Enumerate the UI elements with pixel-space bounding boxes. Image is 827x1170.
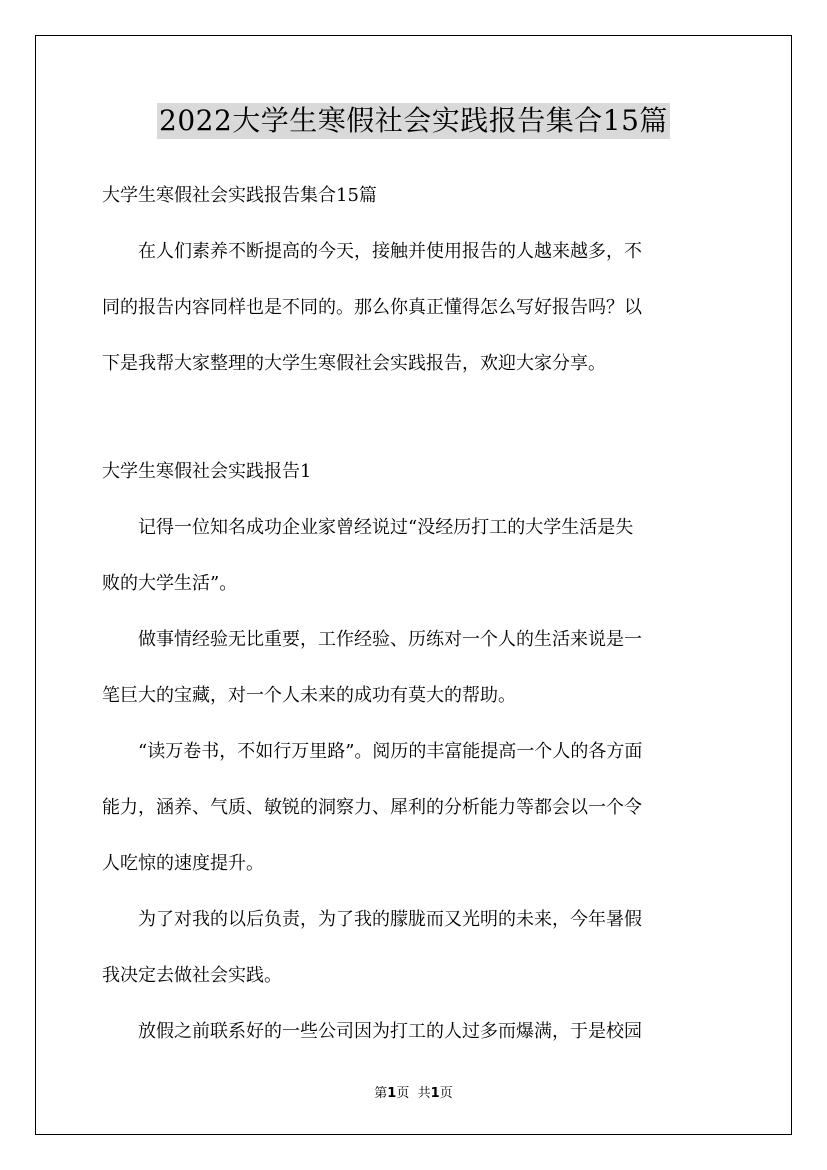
- paragraph-line: 笔巨大的宝藏，对一个人未来的成功有莫大的帮助。: [102, 685, 516, 706]
- total-prefix: 共: [417, 1086, 431, 1101]
- intro-line: 在人们素养不断提高的今天，接触并使用报告的人越来越多，不: [138, 241, 642, 262]
- document-body: [102, 178, 726, 1070]
- paragraph-line: 为了对我的以后负责，为了我的朦胧而又光明的未来，今年暑假: [138, 909, 642, 930]
- paragraph-line: 我决定去做社会实践。: [102, 965, 282, 986]
- blank-line: [102, 402, 726, 454]
- intro-line: 同的报告内容同样也是不同的。那么你真正懂得怎么写好报告吗？以: [102, 297, 642, 318]
- intro-line: 下是我帮大家整理的大学生寒假社会实践报告，欢迎大家分享。: [102, 353, 606, 374]
- page-prefix: 第: [374, 1086, 388, 1101]
- page-footer: [0, 1082, 827, 1101]
- paragraph-line: 放假之前联系好的一些公司因为打工的人过多而爆满，于是校园: [138, 1021, 642, 1042]
- paragraph-line: 做事情经验无比重要，工作经验、历练对一个人的生活来说是一: [138, 629, 642, 650]
- section-heading: 大学生寒假社会实践报告1: [102, 461, 312, 482]
- document-title: 2022大学生寒假社会实践报告集合15篇: [159, 104, 668, 137]
- page-number: 1: [387, 1086, 397, 1101]
- title-wrap: [0, 103, 827, 139]
- paragraph-line: 能力，涵养、气质、敏锐的洞察力、犀利的分析能力等都会以一个令: [102, 797, 642, 818]
- paragraph-line: 记得一位知名成功企业家曾经说过“没经历打工的大学生活是失: [138, 517, 634, 538]
- paragraph-line: 败的大学生活”。: [102, 573, 238, 594]
- total-pages: 1: [430, 1086, 440, 1101]
- total-suffix: 页: [439, 1086, 453, 1101]
- paragraph-line: “读万卷书，不如行万里路”。阅历的丰富能提高一个人的各方面: [138, 741, 643, 762]
- paragraph-line: 人吃惊的速度提升。: [102, 853, 264, 874]
- page-suffix: 页: [396, 1086, 410, 1101]
- subtitle: 大学生寒假社会实践报告集合15篇: [102, 185, 377, 206]
